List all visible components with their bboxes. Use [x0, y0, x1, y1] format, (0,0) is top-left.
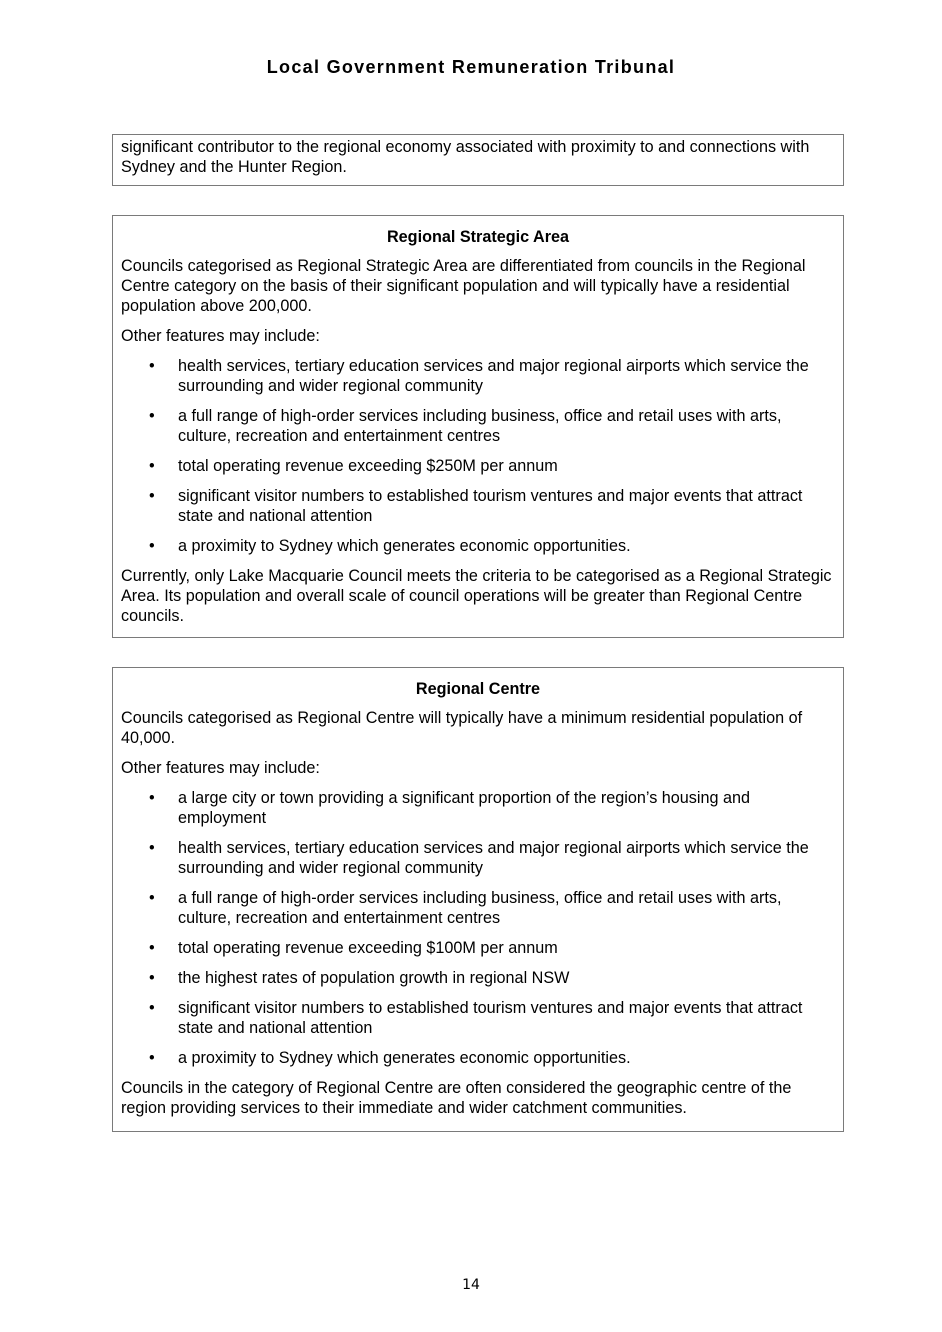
bullet-icon: • [149, 407, 155, 425]
definition-paragraph: Councils categorised as Regional Strategic Area are differentiated from councils in the Regional Centre category on the basis of their significant population and will typically have a residential population above 200,000. [121, 257, 806, 315]
list-item: • a large city or town providing a significant proportion of the region’s housing and employment [149, 789, 751, 827]
features-list [121, 356, 835, 556]
closing-paragraph: Councils in the category of Regional Centre are often considered the geographic centre of the region providing services to their immediate and wider catchment communities. [121, 1079, 792, 1117]
closing-paragraph: Currently, only Lake Macquarie Council meets the criteria to be categorised as a Regional Strategic Area. Its population and overall scale of council operations will be greater than Regional Centre councils. [121, 567, 832, 625]
section-title: Regional Strategic Area [386, 228, 569, 246]
bullet-icon: • [149, 999, 155, 1017]
features-list [121, 788, 835, 1068]
features-intro: Other features may include: [121, 759, 320, 777]
page-header: Local Government Remuneration Tribunal [266, 57, 676, 77]
features-intro: Other features may include: [121, 327, 320, 345]
regional-centre-box [112, 667, 844, 1132]
regional-strategic-area-box [112, 215, 844, 638]
bullet-icon: • [149, 357, 155, 375]
bullet-icon: • [149, 537, 155, 555]
list-item: • health services, tertiary education services and major regional airports which service the surrounding and wider regional community [149, 839, 809, 877]
list-item: • health services, tertiary education services and major regional airports which service the surrounding and wider regional community [149, 357, 809, 395]
list-item: • total operating revenue exceeding $100M per annum [149, 939, 558, 957]
definition-paragraph: Councils categorised as Regional Centre will typically have a minimum residential population of 40,000. [121, 709, 803, 747]
list-item: • total operating revenue exceeding $250M per annum [149, 457, 558, 475]
list-item: • significant visitor numbers to established tourism ventures and major events that attract state and national attention [149, 999, 803, 1037]
page-number: 14 [462, 1277, 480, 1293]
bullet-icon: • [149, 839, 155, 857]
continued-text-box [112, 134, 844, 186]
bullet-icon: • [149, 487, 155, 505]
list-item: • significant visitor numbers to established tourism ventures and major events that attract state and national attention [149, 487, 803, 525]
section-title: Regional Centre [415, 680, 541, 698]
bullet-icon: • [149, 969, 155, 987]
list-item: • a full range of high-order services including business, office and retail uses with arts, culture, recreation and entertainment centres [149, 407, 782, 445]
list-item: • a proximity to Sydney which generates economic opportunities. [149, 537, 631, 555]
bullet-icon: • [149, 1049, 155, 1067]
continued-paragraph: significant contributor to the regional economy associated with proximity to and connections with Sydney and the Hunter Region. [121, 138, 810, 176]
list-item: • the highest rates of population growth in regional NSW [149, 969, 570, 987]
bullet-icon: • [149, 939, 155, 957]
bullet-icon: • [149, 889, 155, 907]
bullet-icon: • [149, 789, 155, 807]
bullet-icon: • [149, 457, 155, 475]
list-item: • a full range of high-order services including business, office and retail uses with arts, culture, recreation and entertainment centres [149, 889, 782, 927]
list-item: • a proximity to Sydney which generates economic opportunities. [149, 1049, 631, 1067]
